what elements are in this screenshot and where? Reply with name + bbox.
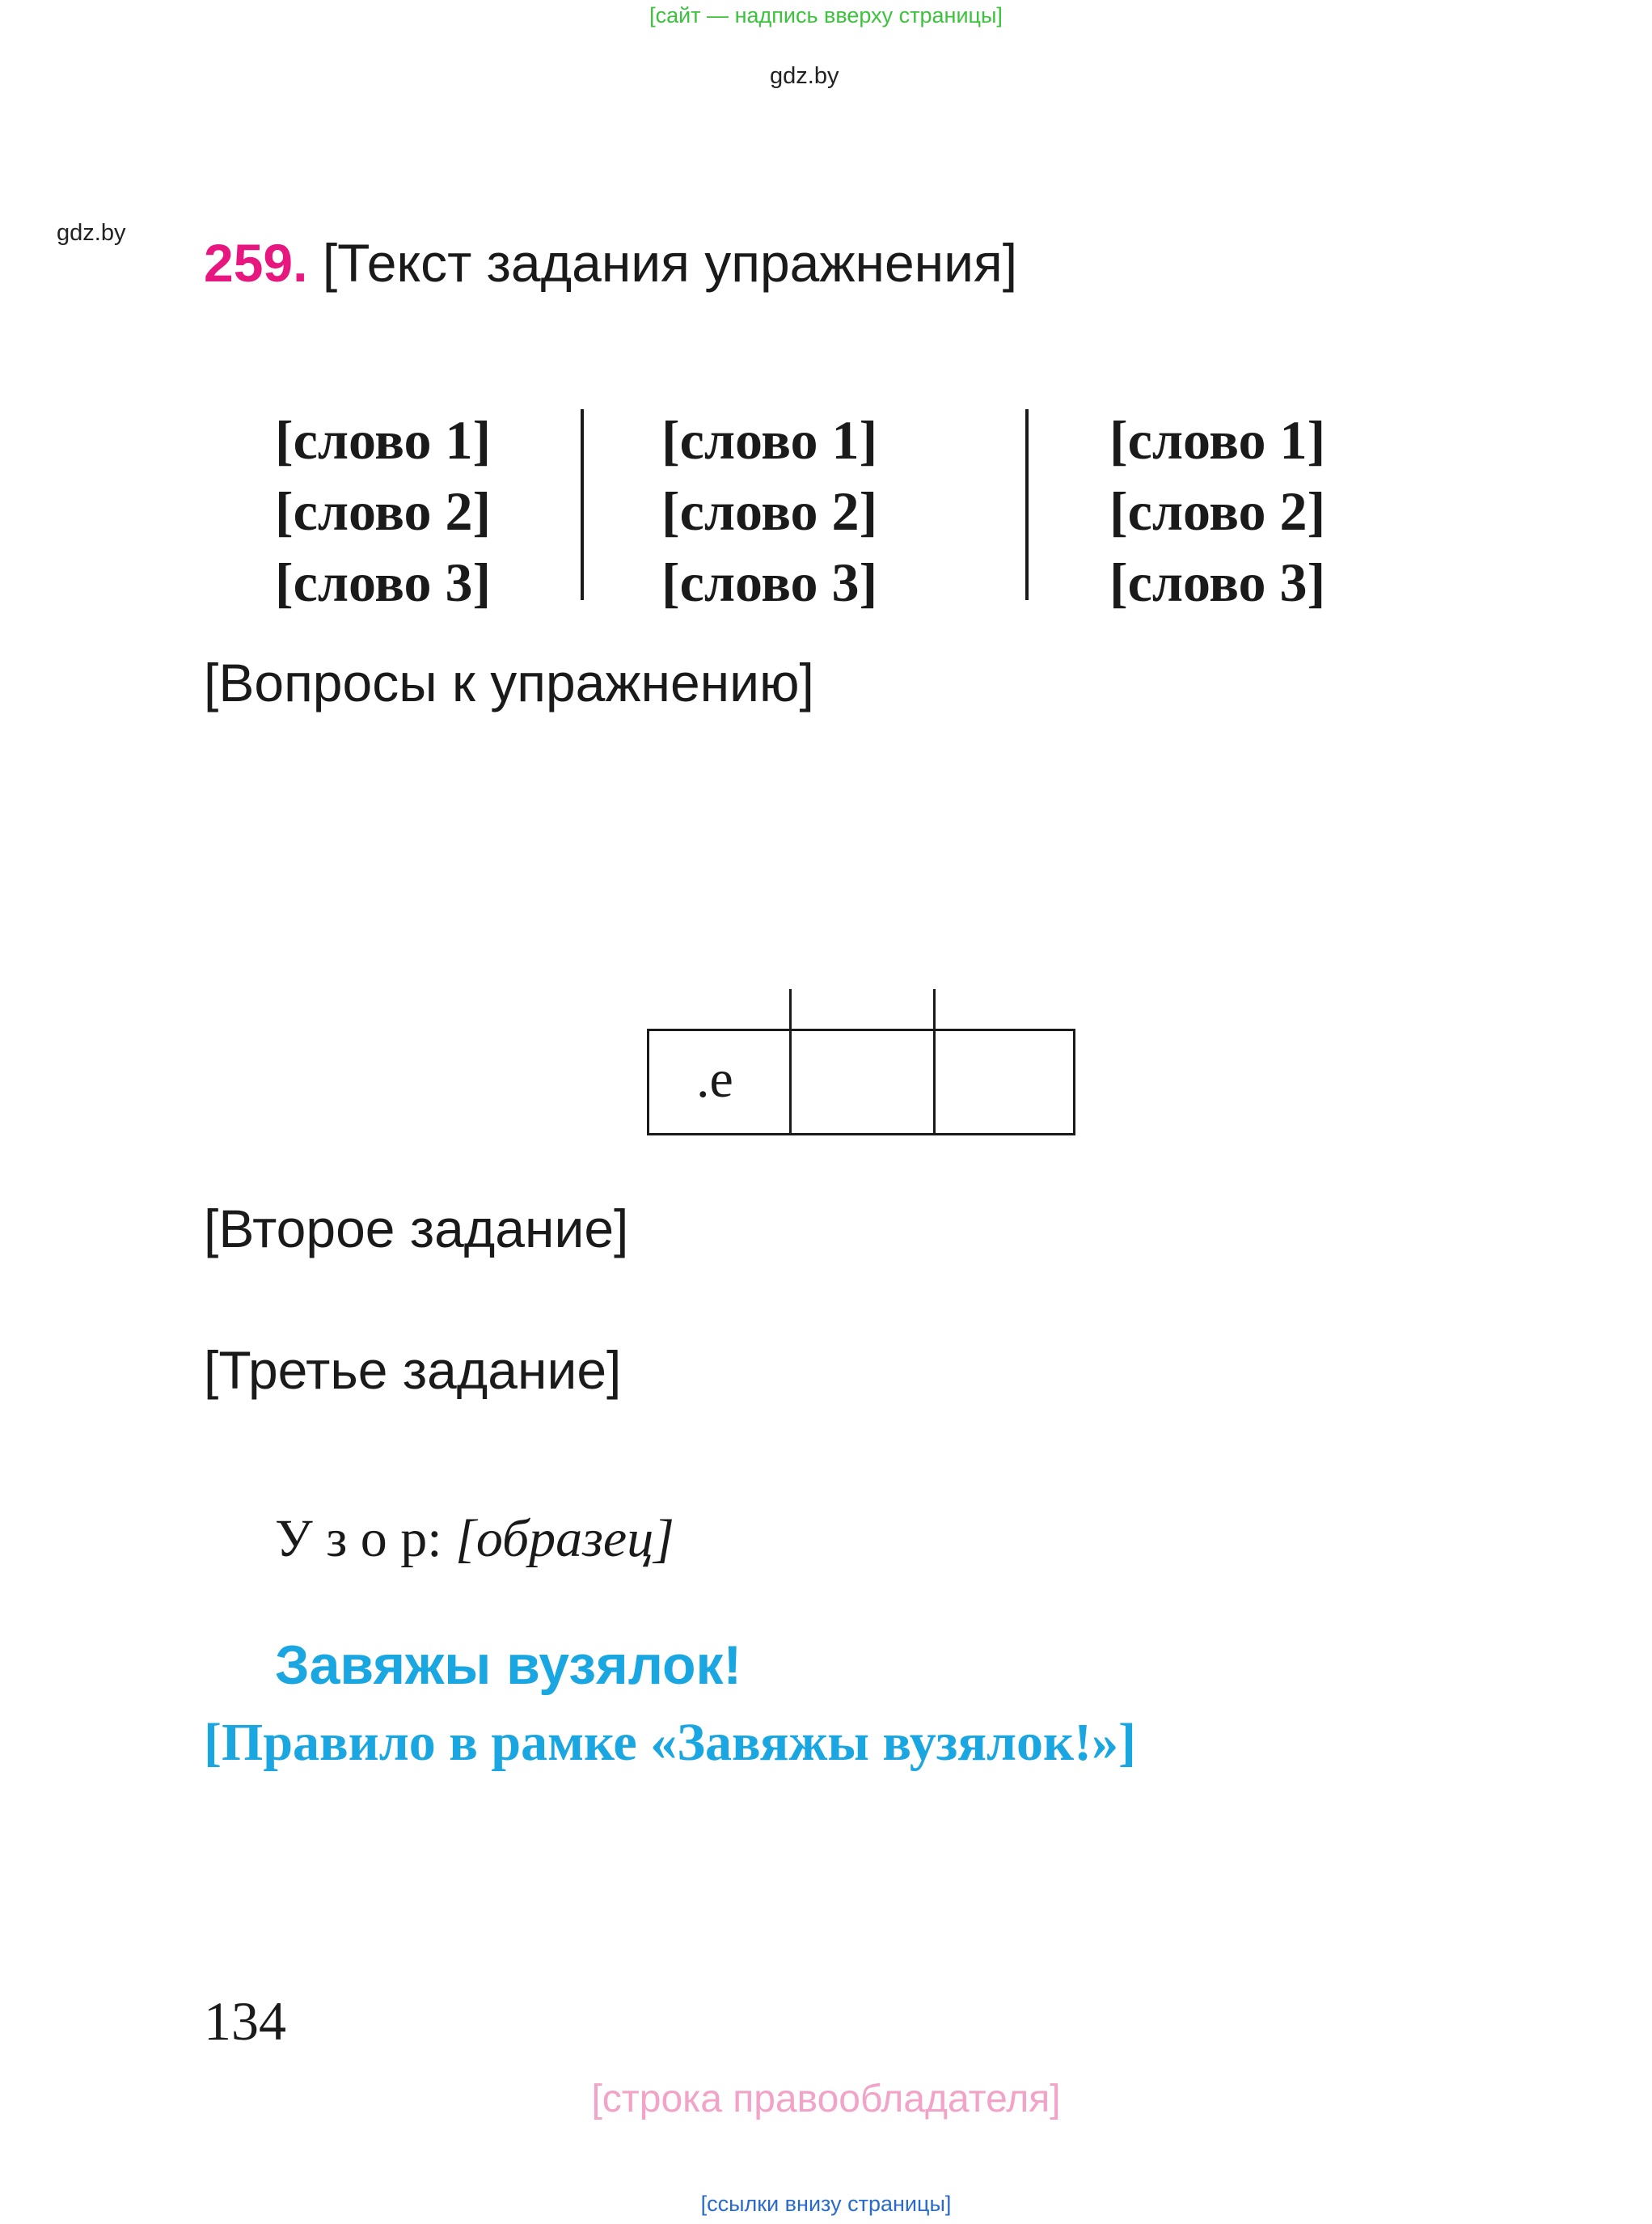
word-column-3 <box>1109 404 1325 618</box>
task3-paragraph: [Третье задание] <box>204 1340 622 1400</box>
questions-paragraph: [Вопросы к упражнению] <box>204 653 814 712</box>
watermark: gdz.by <box>57 220 126 246</box>
word-column-1 <box>275 404 491 618</box>
column-divider <box>581 409 584 600</box>
watermark: gdz.by <box>770 63 839 89</box>
exercise-text: [Текст задания упражнения] <box>322 233 1018 293</box>
column-divider <box>1025 409 1029 600</box>
model-label: У з о р: <box>275 1509 442 1568</box>
model-word: [образец] <box>455 1509 674 1568</box>
scheme-cell-1 <box>649 1031 792 1133</box>
exercise-instruction <box>204 226 1530 299</box>
word: [слово 2] <box>1109 480 1326 542</box>
scheme-cell-2 <box>792 1031 936 1133</box>
word: [слово 3] <box>275 552 492 613</box>
rule-body: [Правило в рамке «Завяжы вузялок!»] <box>204 1713 1137 1772</box>
word-columns <box>275 404 1536 613</box>
scheme-divider-tick <box>789 989 792 1031</box>
word-column-2 <box>661 404 877 618</box>
word: [слово 1] <box>1109 409 1326 471</box>
page-number: 134 <box>204 1990 286 2052</box>
copyright-notice: [строка правообладателя] <box>591 2078 1061 2120</box>
top-banner-link[interactable]: [сайт — надпись вверху страницы] <box>649 3 1003 27</box>
word: [слово 3] <box>1109 552 1326 613</box>
model-example <box>275 1508 674 1570</box>
scheme-divider-tick <box>933 989 936 1031</box>
rule-title: Завяжы вузялок! <box>275 1634 742 1696</box>
word: [слово 1] <box>661 409 878 471</box>
exercise-number: 259. <box>204 233 308 293</box>
word: [слово 2] <box>661 480 878 542</box>
word: [слово 1] <box>275 409 492 471</box>
word: [слово 3] <box>661 552 878 613</box>
bottom-links[interactable]: [ссылки внизу страницы] <box>700 2192 952 2216</box>
scheme-cell-text: .е <box>696 1050 733 1109</box>
syllable-scheme <box>647 1029 1075 1135</box>
scheme-cell-3 <box>936 1031 1073 1133</box>
task2-paragraph: [Второе задание] <box>204 1199 629 1258</box>
word: [слово 2] <box>275 480 492 542</box>
